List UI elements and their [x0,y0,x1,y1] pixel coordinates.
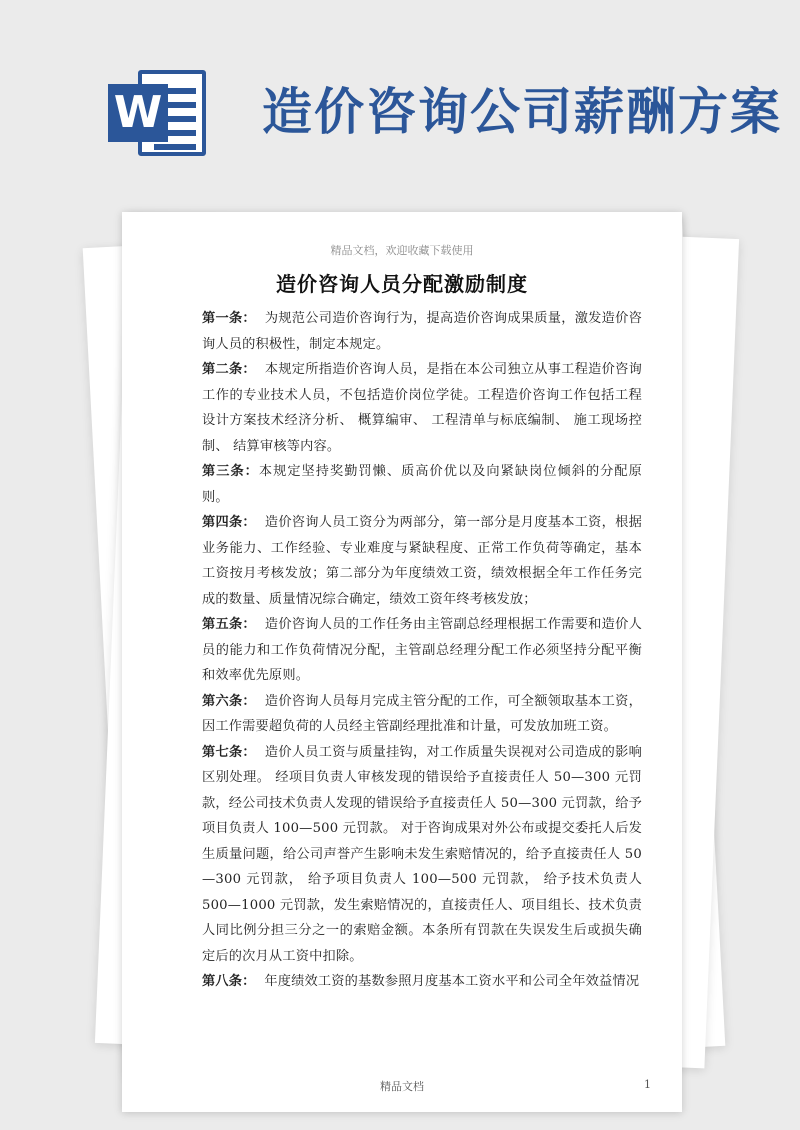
page-header-text: 精品文档，欢迎收藏下载使用 [330,244,474,257]
page-number: 1 [644,1078,651,1091]
banner [0,0,800,200]
banner-title: 造价咨询公司薪酬方案 [262,83,782,141]
article-7 [202,740,642,970]
article-5 [202,612,642,689]
article-label: 第二条： [202,362,256,377]
document-page [122,212,682,1112]
article-text: 造价咨询人员的工作任务由主管副总经理根据工作需要和造价人员的能力和工作负荷情况分配，主管副总经理分配工作必须坚持分配平衡和效率优先原则。 [202,617,642,683]
article-3 [202,459,642,510]
article-6 [202,689,642,740]
article-label: 第七条： [202,744,256,760]
document-title: 造价咨询人员分配激励制度 [276,272,528,296]
article-text: 本规定所指造价咨询人员，是指在本公司独立从事工程造价咨询工作的专业技术人员，不包括造价岗位学徒。工程造价咨询工作包括工程设计方案技术经济分析、 概算编审、 工程清单与标底编制、 施工现场控制、 结算审核等内容。 [202,362,642,454]
article-label: 第三条： [202,464,259,479]
article-label: 第八条： [202,974,256,989]
word-letter: W [108,84,168,142]
article-label: 第一条： [202,311,256,326]
article-text: 造价人员工资与质量挂钩，对工作质量失误视对公司造成的影响区别处理。 经项目负责人审核发现的错误给予直接责任人 50—300 元罚款，经公司技术负责人发现的错误给予直接责任人 50—300 元罚款，给予项目负责人 100—500 元罚款。 对于咨询成果对外公布或提交委托人后发生质量问题，给公司声誉产生影响未发生索赔情况的，给予直接责任人 50—300 元罚款， 给予项目负责人 100—500 元罚款， 给予技术负责人 500—1000 元罚款，发生索赔情况的，直接责任人、项目组长、技术负责人同比例分担三分之一的索赔金额。本条所有罚款在失误发生后或损失确定后的次月从工资中扣除。 [202,744,642,964]
article-label: 第四条： [202,515,256,530]
page-footer-text: 精品文档 [380,1080,424,1093]
article-text: 为规范公司造价咨询行为，提高造价咨询成果质量，激发造价咨询人员的积极性，制定本规定。 [202,311,642,352]
word-icon [108,70,208,156]
article-label: 第六条： [202,693,256,709]
article-text: 造价咨询人员每月完成主管分配的工作，可全额领取基本工资，因工作需要超负荷的人员经主管副经理批准和计量，可发放加班工资。 [202,693,642,734]
article-text: 造价咨询人员工资分为两部分，第一部分是月度基本工资，根据业务能力、工作经验、专业难度与紧缺程度、正常工作负荷等确定，基本工资按月考核发放；第二部分为年度绩效工资，绩效根据全年工作任务完成的数量、质量情况综合确定，绩效工资年终考核发放； [202,515,642,607]
article-4 [202,510,642,612]
article-1 [202,306,642,357]
article-2 [202,357,642,459]
article-label: 第五条： [202,617,256,632]
article-8 [202,969,642,995]
article-text: 本规定坚持奖勤罚懒、质高价优以及向紧缺岗位倾斜的分配原则。 [202,464,642,505]
article-text: 年度绩效工资的基数参照月度基本工资水平和公司全年效益情况 [264,974,640,989]
document-body [202,306,642,995]
